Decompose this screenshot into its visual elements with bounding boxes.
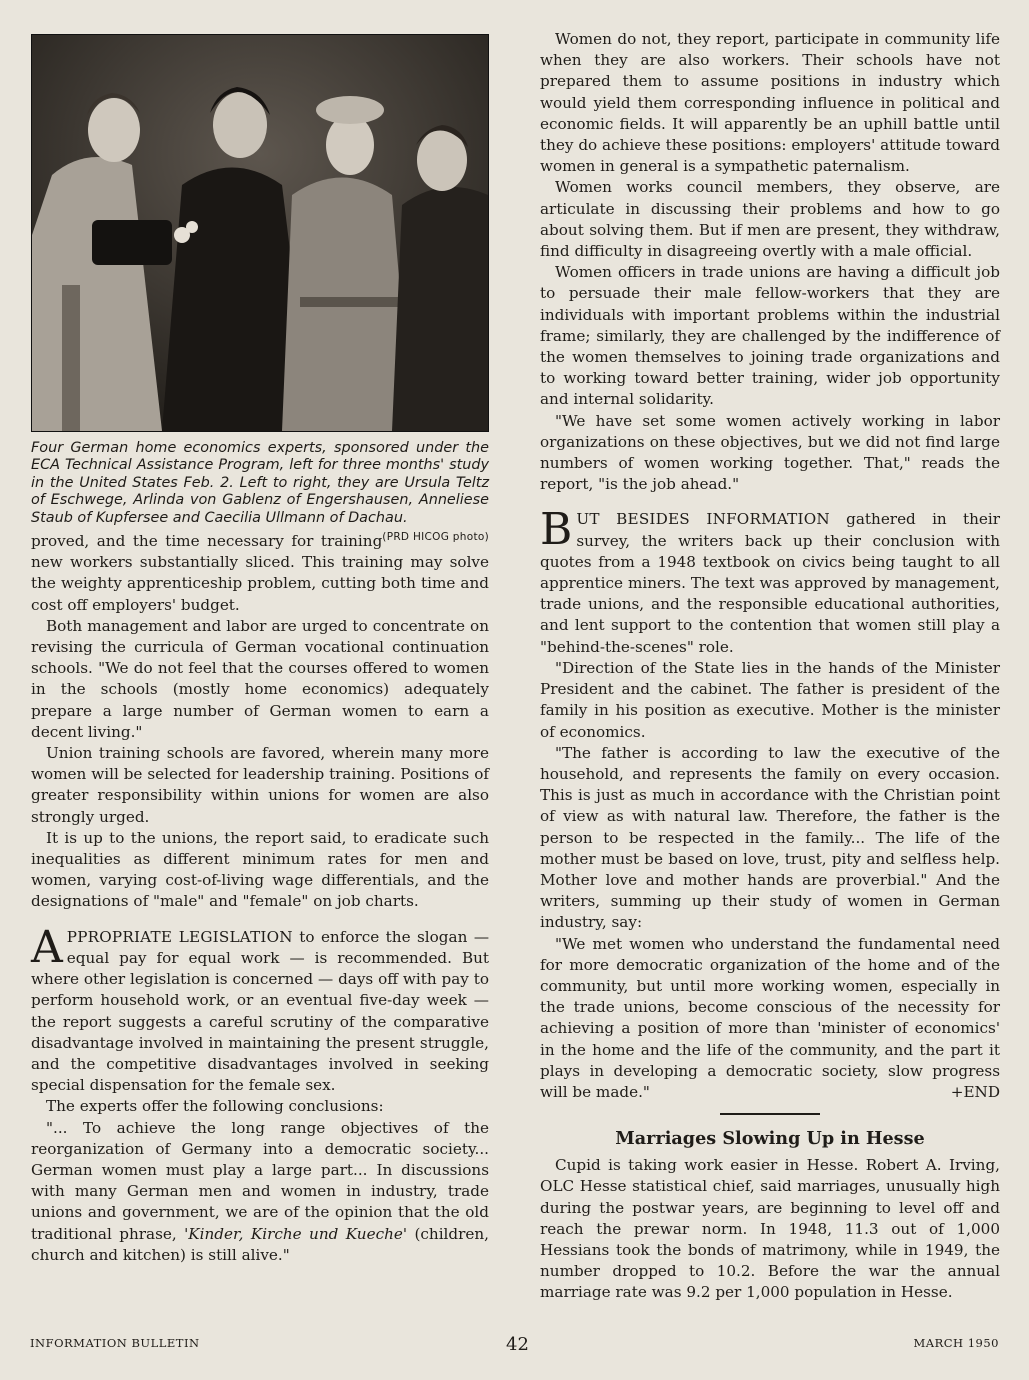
- photo-caption: [31, 440, 489, 544]
- left-paragraph-3: Union training schools are favored, wherein many more women will be selected for leadership training. Positions of greater responsibility within unions for women are also strongly urged.: [31, 744, 489, 826]
- right-paragraph-3: Women officers in trade unions are having a difficult job to persuade their male fellow-workers that they are individuals with important problems within the industrial frame; similarly, they are challenged by the indifference of the women themselves to joining trade organizations and to working toward better training, wider job opportunity and internal solidarity.: [540, 263, 1000, 409]
- caption-text: Four German home economics experts, sponsored under the ECA Technical Assistance Program, left for three months' study in the United States Feb. 2. Left to right, they are Ursula Teltz of Eschwege, Arlinda von Gablenz of Engershausen, Anneliese Staub of Kupfersee and Caecilia Ullmann of Dachau.: [31, 440, 489, 526]
- left-paragraph-1: proved, and the time necessary for training new workers substantially sliced. This training may solve the weighty apprenticeship problem, cutting both time and cost off employers' budget.: [31, 532, 489, 614]
- news-photo: [31, 34, 489, 432]
- lead-in-legislation: PPROPRIATE LEGISLATION: [66, 927, 293, 946]
- end-mark: +END: [950, 1082, 1000, 1101]
- photo-credit: (PRD HICOG photo): [382, 531, 489, 544]
- right-column: [540, 29, 1000, 1304]
- women-photo-illustration: [32, 35, 488, 431]
- right-paragraph-1: Women do not, they report, participate in community life when they are also workers. Their schools have not prepared them to assume positions in industry which would yield them corresponding influence in political and economic fields. It will apparently be an uphill battle until they do achieve these positions: employers' attitude toward women in general is a sympathetic paternalism.: [540, 30, 1000, 176]
- page-number: 42: [506, 1334, 529, 1355]
- right-paragraph-6: "Direction of the State lies in the hands of the Minister President and the cabinet. The father is president of the family in his position as executive. Mother is the minister of economics.: [540, 658, 1000, 741]
- section-divider: [720, 1113, 820, 1115]
- drop-cap-a: A: [31, 921, 63, 973]
- left-column: [31, 34, 489, 1266]
- left-paragraph-4: It is up to the unions, the report said, to eradicate such inequalities as different minimum rates for men and women, varying cost-of-living wage differentials, and the designations of "male" and "female" on job charts.: [31, 828, 489, 911]
- right-paragraph-4: "We have set some women actively working in labor organizations on these objectives, but we did not find large numbers of women working together. That," reads the report, "is the job ahead.": [540, 411, 1000, 494]
- sidebar-headline: Marriages Slowing Up in Hesse: [615, 1128, 925, 1150]
- left-dropcap-paragraph: [31, 921, 490, 1097]
- right-paragraph-7: "The father is according to law the executive of the household, and represents the family on every occasion. This is just as much in accordance with the Christian point of view as with natural law. Therefore, the father is the person to be respected in the family... The life of the mother must be based on love, trust, pity and selfless help. Mother love and mother hands are proverbial." And the writers, summing up their study of women in German industry, say:: [540, 743, 1000, 932]
- issue-date: MARCH 1950: [913, 1336, 999, 1350]
- kinder-kirche-kueche: 'Kinder, Kirche und Kueche': [184, 1224, 408, 1243]
- publication-name: INFORMATION BULLETIN: [30, 1336, 200, 1350]
- quote-start: "... To achieve the long range objectives of the reorganization of Germany into a democratic society... German women must play a large part... In discussions with many German men and women in industry, trade unions and government, we are of the opinion that the old traditional phrase,: [31, 1118, 489, 1243]
- left-paragraph-7: [31, 1118, 489, 1266]
- quote-end: (children, church and kitchen) is still alive.": [31, 1224, 489, 1264]
- drop-cap-b: B: [540, 504, 573, 556]
- right-dropcap-paragraph: [540, 504, 1000, 657]
- right-paragraph-2: Women works council members, they observe, are articulate in discussing their problems and how to go about solving them. But if men are present, they withdraw, find difficulty in disagreeing overtly with a male official.: [540, 178, 1000, 261]
- marriages-paragraph: Cupid is taking work easier in Hesse. Robert A. Irving, OLC Hesse statistical chief, said marriages, unusually high during the postwar years, are beginning to level off and reach the prewar norm. In 1948, 11.3 out of 1,000 Hessians took the bonds of matrimony, while in 1949, the number dropped to 10.2. Before the war the annual marriage rate was 9.2 per 1,000 population in Hesse.: [540, 1156, 1000, 1302]
- right-paragraph-8: [540, 934, 1000, 1104]
- left-paragraph-2: Both management and labor are urged to concentrate on revising the curricula of German vocational continuation schools. "We do not feel that the courses offered to women in the schools (mostly home economics) adequately prepare a large number of German women to earn a decent living.": [31, 616, 489, 741]
- final-quote: "We met women who understand the fundamental need for more democratic organization of the home and of the community, but until more working women, especially in the trade unions, become conscious of the necessity for achieving a position of more than 'minister of economics' in the home and the life of the community, and the part it plays in developing a democratic society, slow progress will be made.": [540, 934, 1000, 1101]
- left-paragraph-6: The experts offer the following conclusions:: [46, 1097, 384, 1116]
- lead-in-information: UT BESIDES INFORMATION: [576, 510, 830, 529]
- information-text: gathered in their survey, the writers back up their conclusion with quotes from a 1948 textbook on civics being taught to all apprentice miners. The text was approved by management, trade unions, and the responsible educational authorities, and lent support to the contention that women still play a "behind-the-scenes" role.: [540, 510, 1000, 656]
- legislation-text: to enforce the slogan — equal pay for equal work — is recommended. But where other legislation is concerned — days off with pay to perform household work, or an eventual five-day week — the report suggests a careful scrutiny of the comparative disadvantage involved in maintaining the present struggle, and the competitive disadvantages involved in seeking special dispensation for the female sex.: [31, 927, 490, 1095]
